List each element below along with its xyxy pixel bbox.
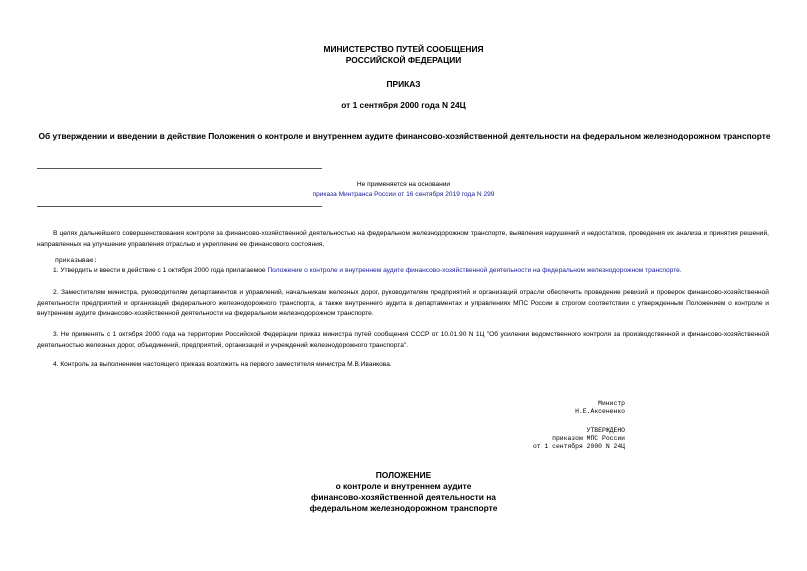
regulation-link[interactable]: Положение о контроле и внутреннем аудите финансово-хозяйственной деятельности на федеральном железнодорожном транспорте xyxy=(267,267,680,274)
intro-paragraph: В целях дальнейшего совершенствования контроля за финансово-хозяйственной деятельностью на федеральном железнодорожном транспорте, выявления нарушений и недостатков, проведения их анализа и принятия решений, направленных на улучшение управления отраслью и укрепление ее финансового состояния, xyxy=(37,230,769,248)
status-note-link[interactable]: приказа Минтранса России от 16 сентября 2019 года N 299 xyxy=(312,191,495,198)
divider-bottom xyxy=(37,206,322,207)
ministry-name-line2: РОССИЙСКОЙ ФЕДЕРАЦИИ xyxy=(345,55,462,65)
document-type: ПРИКАЗ xyxy=(386,79,421,89)
status-note-text: Не применяется на основании xyxy=(356,181,451,188)
regulation-subtitle-line1: о контроле и внутреннем аудите xyxy=(335,481,472,491)
ministry-name-line1: МИНИСТЕРСТВО ПУТЕЙ СООБЩЕНИЯ xyxy=(323,44,484,54)
approval-line3: от 1 сентября 2000 N 24Ц xyxy=(532,443,625,450)
regulation-heading: ПОЛОЖЕНИЕ xyxy=(375,470,432,480)
signature-name: Н.Е.Аксененко xyxy=(575,408,625,415)
item-3: 3. Не применять с 1 октября 2000 года на территории Российской Федерации приказ министра путей сообщения СССР от 10.01.90 N 1Ц "Об усилении ведомственного контроля за производственной и финансово-хозяйственной деятельностью железных дорог, объединений, предприятий, организаций и учреждений железнодорожного транспорта". xyxy=(37,331,769,349)
approval-line1: УТВЕРЖДЕНО xyxy=(586,427,625,434)
item-1 xyxy=(37,266,769,277)
item-1-suffix: . xyxy=(679,267,682,274)
signature-position: Министр xyxy=(598,400,625,407)
item-1-prefix: 1. Утвердить и ввести в действие с 1 октября 2000 года прилагаемое xyxy=(53,267,268,274)
approval-line2: приказом МПС России xyxy=(552,435,625,442)
status-note-link-row xyxy=(0,190,807,200)
regulation-subtitle-line3: федеральном железнодорожном транспорте xyxy=(309,503,498,513)
regulation-subtitle-line2: финансово-хозяйственной деятельности на xyxy=(311,492,496,502)
order-word: приказываю: xyxy=(55,257,98,264)
divider-top xyxy=(37,168,322,169)
item-4: 4. Контроль за выполнением настоящего приказа возложить на первого заместителя министра М.В.Иванкова. xyxy=(53,361,392,368)
item-2: 2. Заместителям министра, руководителям департаментов и управлений, начальникам железных дорог, руководителям предприятий и организаций отрасли обеспечить проведение ревизий и проверок финансово-хозяйственной деятельности предприятий и организаций федерального железнодорожного транспорта, а также внутреннего аудита в департаментах и управлениях МПС России в строгом соответствии с утвержденным Положением о контроле и внутреннем аудите финансово-хозяйственной деятельности на федеральном железнодорожном транспорте. xyxy=(37,289,769,317)
document-title: Об утверждении и введении в действие Положения о контроле и внутреннем аудите финансово-хозяйственной деятельности на федеральном железнодорожном транспорте xyxy=(38,131,771,141)
document-date: от 1 сентября 2000 года N 24Ц xyxy=(341,100,466,110)
